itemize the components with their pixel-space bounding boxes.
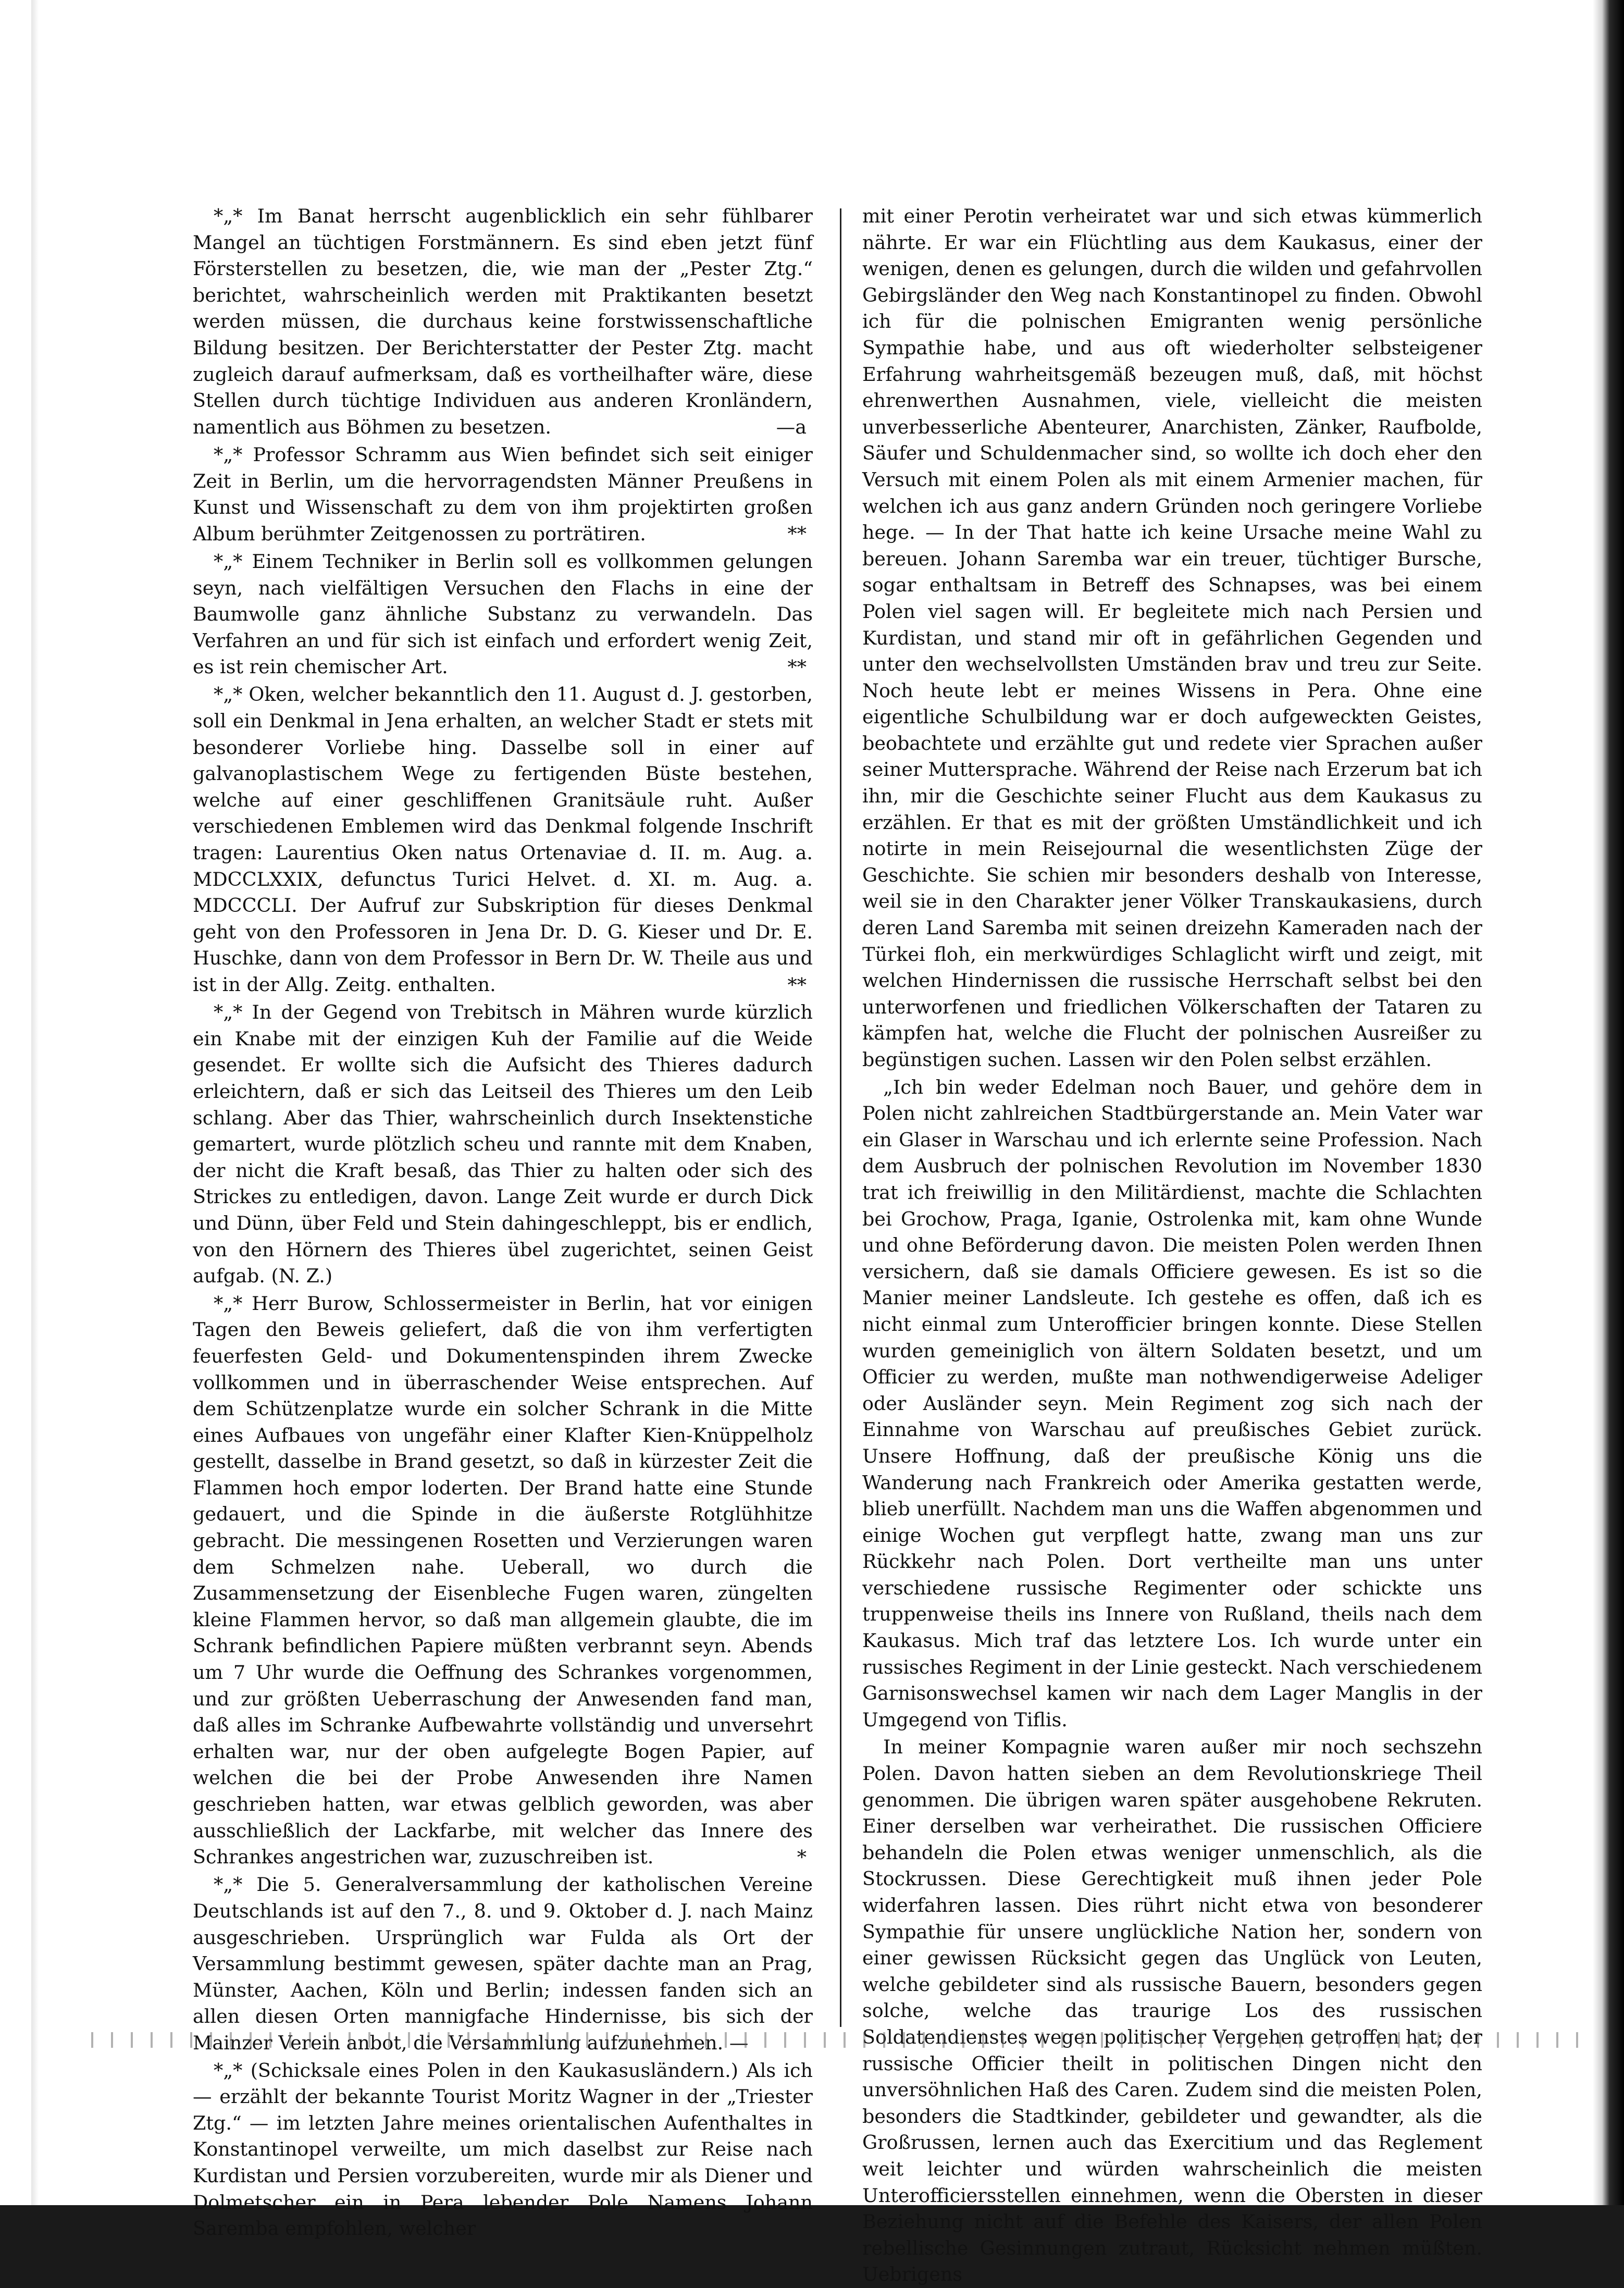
- scan-right-border: [1593, 0, 1624, 2205]
- pole-story-company: In meiner Kompagnie waren außer mir noch sechszehn Polen. Davon hatten sieben an dem Revolutionskriege Theil genommen. Die übrigen waren später ausgehobene Rekruten. Einer derselben war verheirathet. Die russischen Officiere behandeln die Polen etwas weniger unmenschlich, als die Stockrussen. Diese Gerechtigkeit muß ihnen jeder Pole widerfahren lassen. Dies rührt nicht etwa von besonderer Sympathie für unsere unglückliche Nation her, sondern von einer gewissen Rücksicht gegen das Unglück von Leuten, welche gebildeter sind als russische Bauern, besonders gegen solche, welche das traurige Los des russischen Soldatendienstes wegen politischer Vergehen getroffen hat; der russische Officier theilt in politischen Dingen nicht den unversöhnlichen Haß des Caren. Zudem sind die meisten Polen, besonders die Stadtkinder, gebildeter und gewandter, als die Großrussen, lernen auch das Exercitium und das Reglement weit leichter und würden wahrscheinlich die meisten Unterofficiersstellen einnehmen, wenn die Obersten in dieser Beziehung nicht auf die Befehle des Kaisers, der allen Polen rebellische Gesinnungen zutraut, Rücksicht nehmen müßten. Uebrigens: [862, 1736, 1482, 2286]
- right-column: [862, 203, 1482, 2288]
- article-flax-cotton: *„* Einem Techniker in Berlin soll es vollkommen gelungen seyn, nach vielfältigen Versuchen den Flachs in eine der Baumwolle ganz ähnliche Substanz zu verwandeln. Das Verfahren an und für sich ist einfach und erfordert wenig Zeit, es ist rein chemischer Art.: [193, 550, 813, 678]
- article-catholic-assembly: *„* Die 5. Generalversammlung der katholischen Vereine Deutschlands ist auf den 7., 8. und 9. Oktober d. J. nach Mainz ausgeschrieben. Ursprünglich war Fulda als Ort der Versammlung bestimmt gewesen, später dachte man an Prag, Münster, Aachen, Köln und Berlin; indessen fanden sich an allen diesen Orten mannigfache Hindernisse, bis sich der Mainzer Verein anbot, die Versammlung aufzunehmen. —: [193, 1873, 813, 2054]
- article-signature: **: [787, 523, 807, 546]
- pole-story-continuation: mit einer Perotin verheiratet war und sich etwas kümmerlich nährte. Er war ein Flüchtling aus dem Kaukasus, einer der wenigen, denen es gelungen, durch die wilden und gefahrvollen Gebirgsländer den Weg nach Konstantinopel zu finden. Obwohl ich für die polnischen Emigranten wenig persönliche Sympathie habe, und aus oft wiederholter selbsteigener Erfahrung wahrheitsgemäß bezeugen muß, daß, mit höchst ehrenwerthen Ausnahmen, viele, vielleicht die meisten unverbesserliche Abenteurer, Anarchisten, Zänker, Raufbolde, Säufer und Schuldenmacher sind, so wollte ich doch eher den Versuch mit einem Polen als mit einem Armenier machen, für welchen ich aus ganz andern Gründen noch geringere Vorliebe hege. — In der That hatte ich keine Ursache meine Wahl zu bereuen. Johann Saremba war ein treuer, tüchtiger Bursche, sogar enthaltsam in Betreff des Schnapses, was bei einem Polen viel sagen will. Er begleitete mich nach Persien und Kurdistan, und stand mir oft in gefährlichen Gegenden und unter den wechselvollsten Umständen brav und treu zur Seite. Noch heute lebt er meines Wissens in Pera. Ohne eine eigentliche Schulbildung war er doch aufgeweckten Geistes, beobachtete und erzählte gut und redete vier Sprachen außer seiner Muttersprache. Während der Reise nach Erzerum bat ich ihn, mir die Geschichte seiner Flucht aus dem Kaukasus zu erzählen. Er that es mit der größten Umständlichkeit und ich notirte in mein Reisejournal die wesentlichsten Züge der Geschichte. Sie schien mir besonders deshalb von Interesse, weil sie in den Charakter jener Völker Transkaukasiens, durch deren Land Saremba mit seinen dreizehn Kameraden nach der Türkei floh, ein merkwürdiges Schlaglicht wirft und zeigt, mit welchen Hindernissen die russische Herrschaft selbst bei den unterworfenen und friedlichen Völkerschaften der Tataren zu kämpfen hat, welche die Flucht der polnischen Ausreißer zu begünstigen suchen. Lassen wir den Polen selbst erzählen.: [862, 205, 1482, 1071]
- article-signature: **: [787, 656, 807, 678]
- left-column: [193, 203, 813, 2242]
- page-edge-shadow: [31, 0, 39, 2205]
- bottom-print-marks: [91, 2032, 1586, 2048]
- article-oken-monument: *„* Oken, welcher bekanntlich den 11. August d. J. gestorben, soll ein Denkmal in Jena erhalten, an welcher Stadt er stets mit besonderer Vorliebe hing. Dasselbe soll in einer auf galvanoplastischem Wege zu fertigenden Büste bestehen, welche auf einer geschliffenen Granitsäule ruht. Außer verschiedenen Emblemen wird das Denkmal folgende Inschrift tragen: Laurentius Oken natus Ortenaviae d. II. m. Aug. a. MDCCLXXIX, defunctus Turici Helvet. d. XI. m. Aug. a. MDCCCLI. Der Aufruf zur Subskription für dieses Denkmal geht von den Professoren in Jena Dr. D. G. Kieser und Dr. E. Huschke, dann von dem Professor in Bern Dr. W. Theile aus und ist in der Allg. Zeitg. enthalten.: [193, 683, 813, 996]
- article-signature: **: [787, 973, 807, 996]
- article-trebitsch-boy: *„* In der Gegend von Trebitsch in Mähren wurde kürzlich ein Knabe mit der einzigen Kuh der Familie auf die Weide gesendet. Er wollte sich die Aufsicht des Thieres dadurch erleichtern, daß er sich das Leitseil des Thieres um den Leib schlang. Aber das Thier, wahrscheinlich durch Insektenstiche gemartert, wurde plötzlich scheu und rannte mit dem Knaben, der nicht die Kraft besaß, das Thier zu halten oder sich des Strickes zu entledigen, davon. Lange Zeit wurde er durch Dick und Dünn, über Feld und Stein dahingeschleppt, bis er endlich, von den Hörnern des Thieres übel zugerichtet, seinen Geist aufgab. (N. Z.): [193, 1001, 813, 1288]
- article-banat-forestry: *„* Im Banat herrscht augenblicklich ein sehr fühlbarer Mangel an tüchtigen Forstmännern. Es sind eben jetzt fünf Försterstellen zu besetzen, die, wie man der „Pester Ztg.“ berichtet, wahrscheinlich werden mit Praktikanten besetzt werden müssen, die durchaus keine forstwissenschaftliche Bildung besitzen. Der Berichterstatter der Pester Ztg. macht zugleich darauf aufmerksam, daß es vortheilhafter wäre, diese Stellen durch tüchtige Individuen aus anderen Kronländern, namentlich aus Böhmen zu besetzen.: [193, 205, 813, 438]
- article-schramm-album: *„* Professor Schramm aus Wien befindet sich seit einiger Zeit in Berlin, um die hervorragendsten Männer Preußens in Kunst und Wissenschaft zu dem von ihm projektirten großen Album berühmter Zeitgenossen zu porträtiren.: [193, 443, 813, 545]
- article-signature: —a: [776, 416, 807, 439]
- pole-story-narrative: „Ich bin weder Edelman noch Bauer, und gehöre dem in Polen nicht zahlreichen Stadtbürgerstande an. Mein Vater war ein Glaser in Warschau und ich erlernte seine Profession. Nach dem Ausbruch der polnischen Revolution im November 1830 trat ich freiwillig in den Militärdienst, machte die Schlachten bei Grochow, Praga, Iganie, Ostrolenka mit, kam ohne Wunde und ohne Beförderung davon. Die meisten Polen werden Ihnen versichern, daß sie damals Officiere gewesen. Es ist so die Manier meiner Landsleute. Ich gestehe es offen, daß ich es nicht einmal zum Unterofficier bringen konnte. Diese Stellen wurden gemeiniglich von ältern Soldaten besetzt, und um Officier zu werden, mußte man nothwendigerweise Adeliger oder Ausländer seyn. Mein Regiment zog sich nach der Einnahme von Warschau auf preußisches Gebiet zurück. Unsere Hoffnung, daß der preußische König uns die Wanderung nach Frankreich oder Amerika gestatten werde, blieb unerfüllt. Nachdem man uns die Waffen abgenommen und einige Wochen gut verpflegt hatte, zwang man uns zur Rückkehr nach Polen. Dort vertheilte man uns unter verschiedene russische Regimenter oder schickte uns truppenweise theils ins Innere von Rußland, theils nach dem Kaukasus. Mich traf das letztere Los. Ich wurde unter ein russisches Regiment in der Linie gesteckt. Nach verschiedenem Garnisonswechsel kamen wir nach dem Lager Manglis in der Umgegend von Tiflis.: [862, 1075, 1482, 1731]
- article-signature: *: [797, 1846, 807, 1869]
- article-burow-safe: *„* Herr Burow, Schlossermeister in Berlin, hat vor einigen Tagen den Beweis geliefert, daß die von ihm verfertigten feuerfesten Geld- und Dokumentenspinden ihrem Zwecke vollkommen und in überraschender Weise entsprechen. Auf dem Schützenplatze wurde ein solcher Schrank in die Mitte eines Aufbaues von ungefähr einer Klafter Kien-Knüppelholz gestellt, dasselbe in Brand gesetzt, so daß in kürzester Zeit die Flammen hoch empor loderten. Der Brand hatte eine Stunde gedauert, und die Spinde in die äußerste Rotglühhitze gebracht. Die messingenen Rosetten und Verzierungen waren dem Schmelzen nahe. Ueberall, wo durch die Zusammensetzung der Eisenbleche Fugen waren, züngelten kleine Flammen hervor, so daß man allgemein glaubte, die im Schrank befindlichen Papiere müßten verbrannt seyn. Abends um 7 Uhr wurde die Oeffnung des Schrankes vorgenommen, und zur größten Ueberraschung der Anwesenden fand man, daß alles im Schranke Aufbewahrte vollständig und unversehrt erhalten war, nur der oben aufgelegte Bogen Papier, auf welchen die bei der Probe Anwesenden ihre Namen geschrieben hatten, war etwas gelblich geworden, was aber ausschließlich der Lackfarbe, mit welcher das Innere des Schrankes angestrichen war, zuzuschreiben ist.: [193, 1292, 813, 1869]
- column-divider: [840, 208, 841, 2027]
- article-pole-caucasus-intro: *„* (Schicksale eines Polen in den Kaukasusländern.) Als ich — erzählt der bekannte Tourist Moritz Wagner in der „Triester Ztg.“ — im letzten Jahre meines orientalischen Aufenthaltes in Konstantinopel verweilte, um mich daselbst zur Reise nach Kurdistan und Persien vorzubereiten, wurde mir als Diener und Dolmetscher ein in Pera lebender Pole Namens Johann Saremba empfohlen, welcher: [193, 2059, 813, 2240]
